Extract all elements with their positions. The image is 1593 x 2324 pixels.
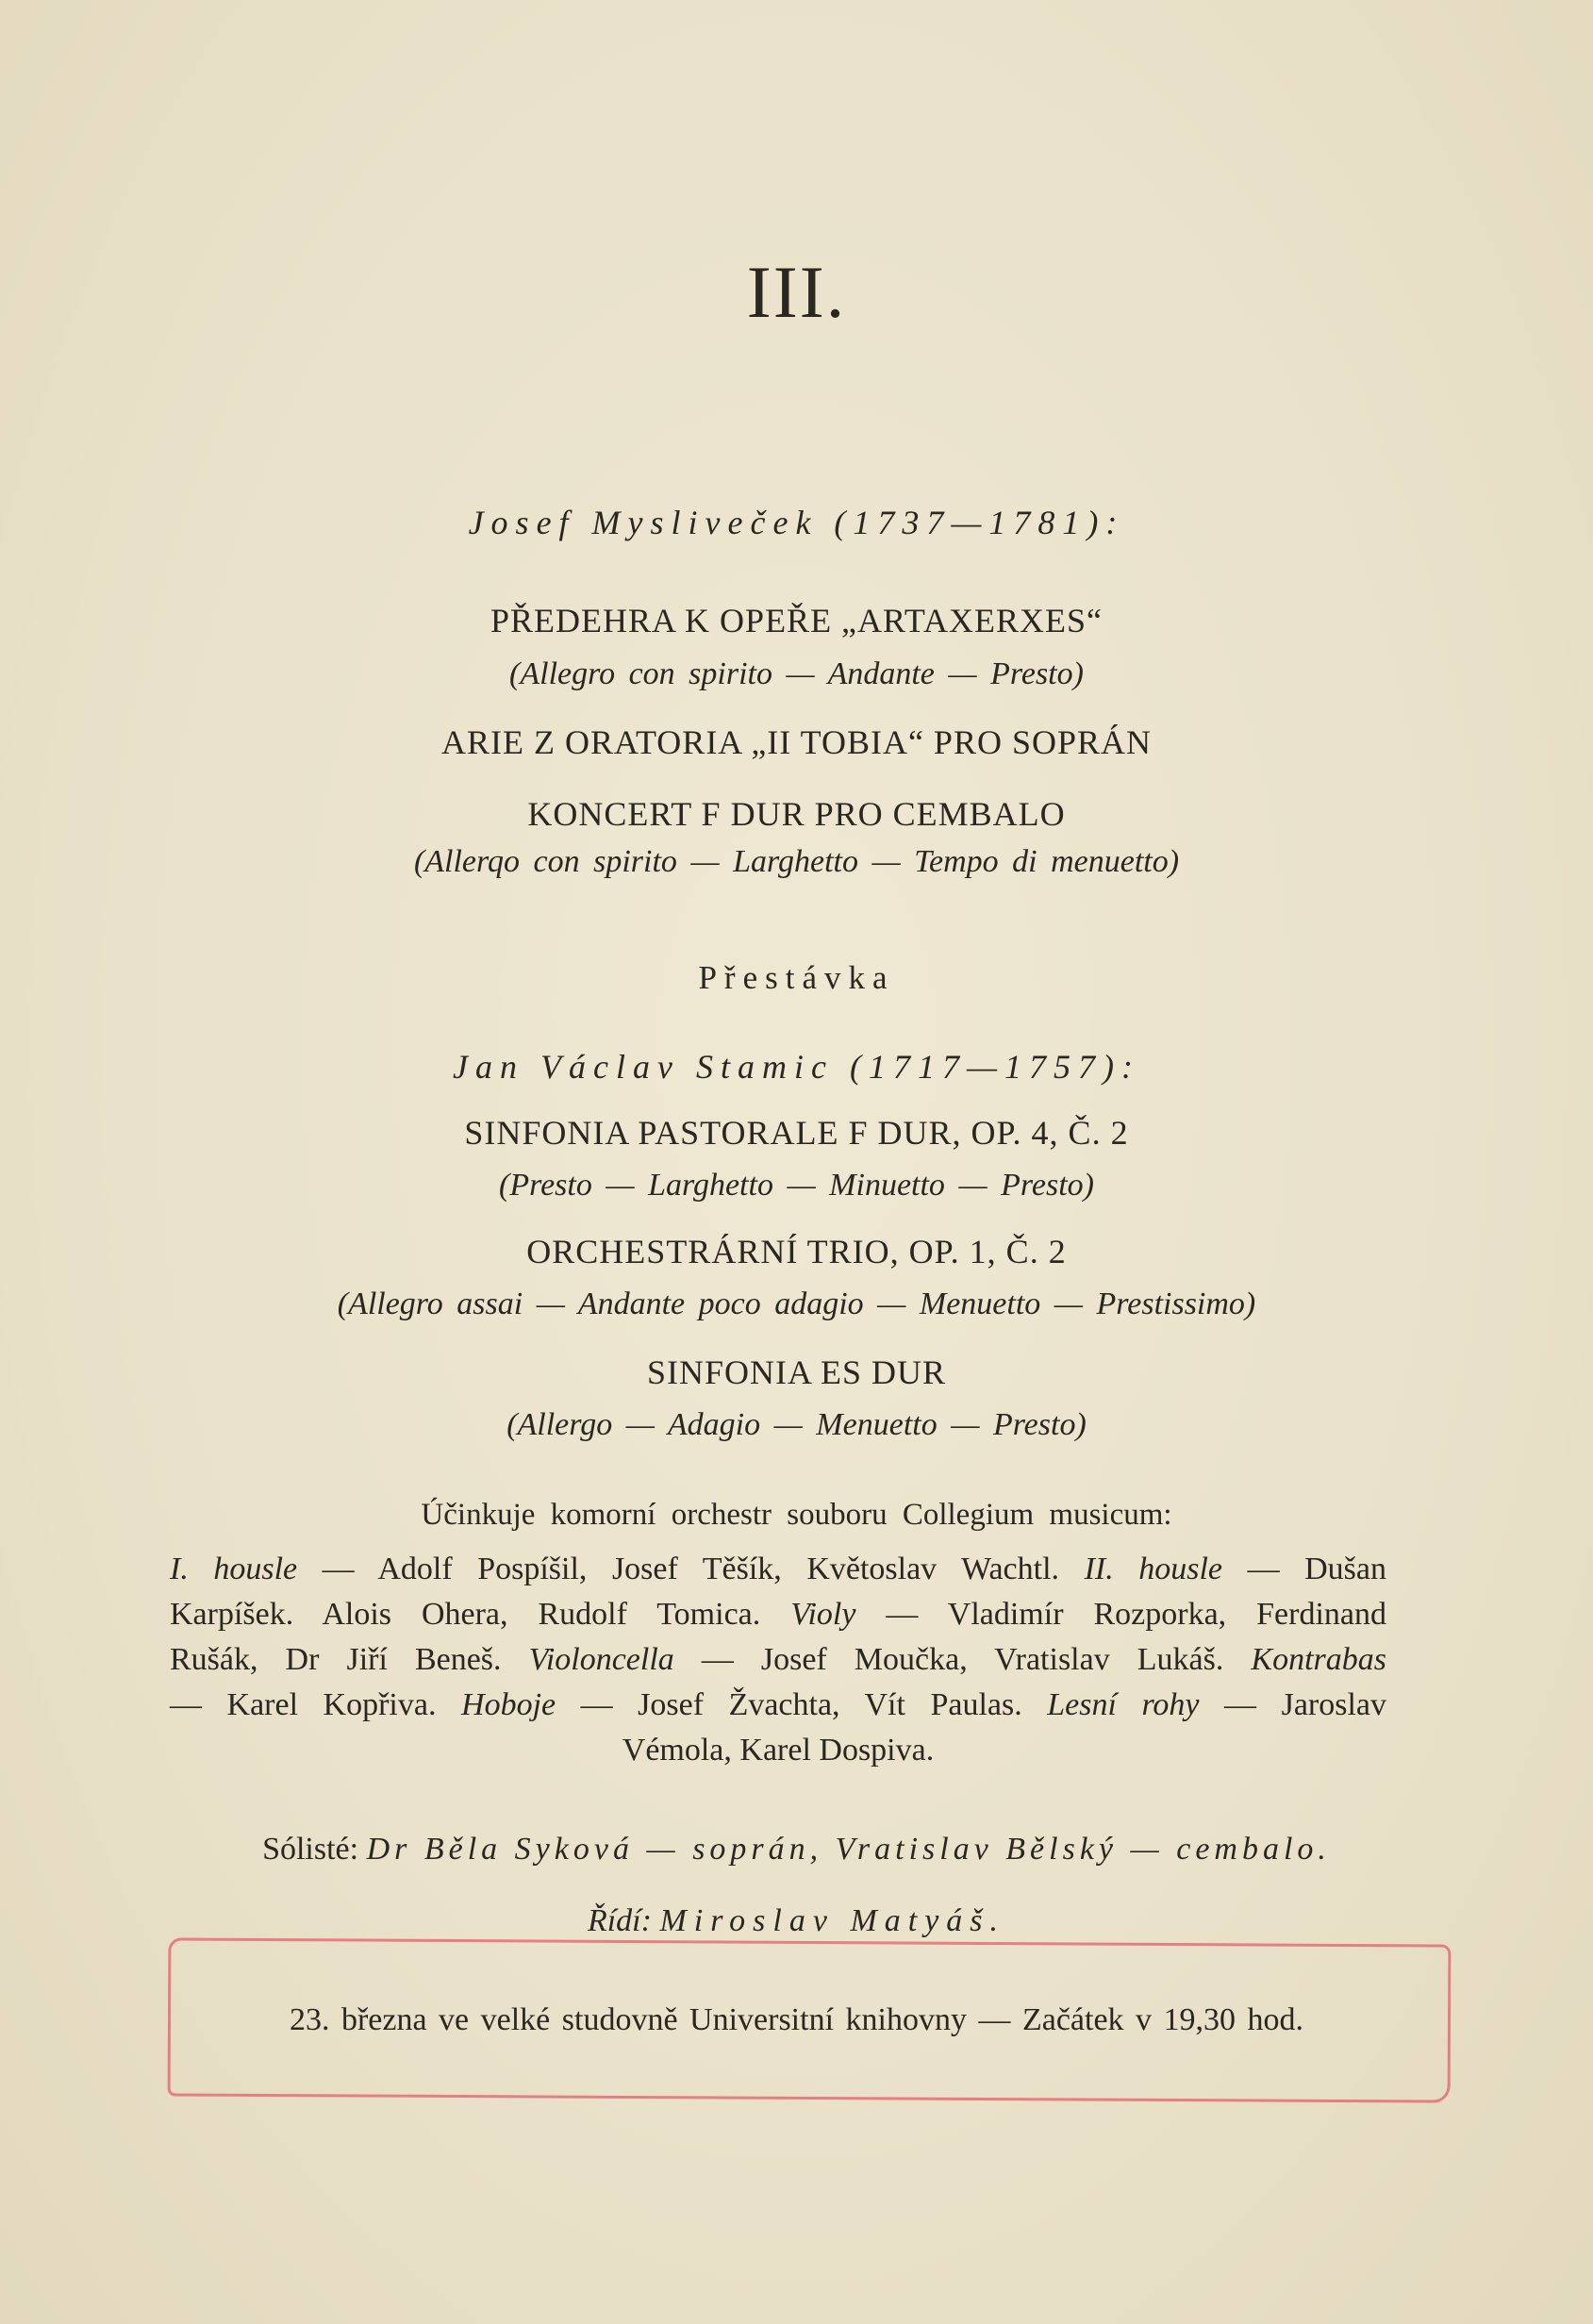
composer-myslivecek: Josef Mysliveček (1737—1781): bbox=[468, 504, 1125, 541]
intermission: Přestávka bbox=[698, 959, 895, 996]
work-movements: (Allergo — Adagio — Menuetto — Presto) bbox=[506, 1407, 1087, 1442]
ensemble-line bbox=[170, 1592, 1386, 1637]
player-names: — Josef Moučka, Vratislav Lukáš. bbox=[673, 1642, 1252, 1677]
work-title: KONCERT F DUR PRO CEMBALO bbox=[527, 795, 1066, 833]
ensemble-line bbox=[170, 1683, 1386, 1728]
player-names: Karpíšek. Alois Ohera, Rudolf Tomica. bbox=[170, 1597, 791, 1632]
soloists-text: Dr Běla Syková — soprán, Vratislav Bělský — cembalo. bbox=[366, 1832, 1331, 1867]
player-names: — Karel Kopřiva. bbox=[170, 1687, 462, 1722]
instrument-label: I. housle bbox=[170, 1552, 298, 1586]
ensemble-line bbox=[170, 1637, 1386, 1683]
work-title: ORCHESTRÁRNÍ TRIO, OP. 1, Č. 2 bbox=[526, 1233, 1067, 1270]
work-movements: (Allegro assai — Andante poco adagio — Menuetto — Prestissimo) bbox=[337, 1286, 1256, 1321]
ensemble-players bbox=[170, 1547, 1386, 1773]
conductor-label: Řídí: bbox=[587, 1903, 660, 1938]
soloists bbox=[0, 1832, 1593, 1868]
instrument-label: Kontrabas bbox=[1251, 1642, 1386, 1677]
work-title: ARIE Z ORATORIA „II TOBIA“ PRO SOPRÁN bbox=[440, 723, 1153, 761]
section-numeral: III. bbox=[746, 251, 847, 333]
instrument-label: II. housle bbox=[1084, 1552, 1223, 1586]
work-title: SINFONIA ES DUR bbox=[646, 1353, 947, 1391]
conductor-name: Miroslav Matyáš. bbox=[659, 1903, 1006, 1938]
composer-stamic: Jan Václav Stamic (1717—1757): bbox=[453, 1048, 1140, 1086]
instrument-label: Violoncella bbox=[528, 1642, 674, 1677]
player-names: Rušák, Dr Jiří Beneš. bbox=[170, 1642, 529, 1677]
instrument-label: Hoboje bbox=[461, 1687, 556, 1722]
player-names: — Dušan bbox=[1222, 1552, 1386, 1586]
ensemble-intro: Účinkuje komorní orchestr souboru Collegium musicum: bbox=[421, 1498, 1172, 1532]
work-title: PŘEDEHRA K OPEŘE „ARTAXERXES“ bbox=[490, 602, 1103, 639]
work-movements: (Allerqo con spirito — Larghetto — Tempo di menuetto) bbox=[413, 844, 1180, 879]
conductor bbox=[0, 1903, 1593, 1939]
concert-date-footer: 23. března ve velké studovně Universitní knihovny — Začátek v 19,30 hod. bbox=[289, 2002, 1304, 2037]
player-names: — Adolf Pospíšil, Josef Těšík, Květoslav Wachtl. bbox=[297, 1552, 1085, 1586]
player-names: — Vladimír Rozporka, Ferdinand bbox=[855, 1597, 1386, 1632]
ensemble-line bbox=[170, 1728, 1386, 1773]
work-movements: (Allegro con spirito — Andante — Presto) bbox=[509, 656, 1084, 691]
work-movements: (Presto — Larghetto — Minuetto — Presto) bbox=[499, 1168, 1094, 1203]
instrument-label: Lesní rohy bbox=[1047, 1687, 1200, 1722]
soloists-label: Sólisté: bbox=[262, 1832, 367, 1867]
player-names: — Josef Žvachta, Vít Paulas. bbox=[556, 1687, 1048, 1722]
instrument-label: Violy bbox=[790, 1597, 856, 1632]
player-names: — Jaroslav bbox=[1199, 1687, 1387, 1722]
player-names: Vémola, Karel Dospiva. bbox=[622, 1733, 935, 1768]
work-title: SINFONIA PASTORALE F DUR, OP. 4, Č. 2 bbox=[464, 1114, 1129, 1152]
ensemble-line bbox=[170, 1547, 1386, 1592]
